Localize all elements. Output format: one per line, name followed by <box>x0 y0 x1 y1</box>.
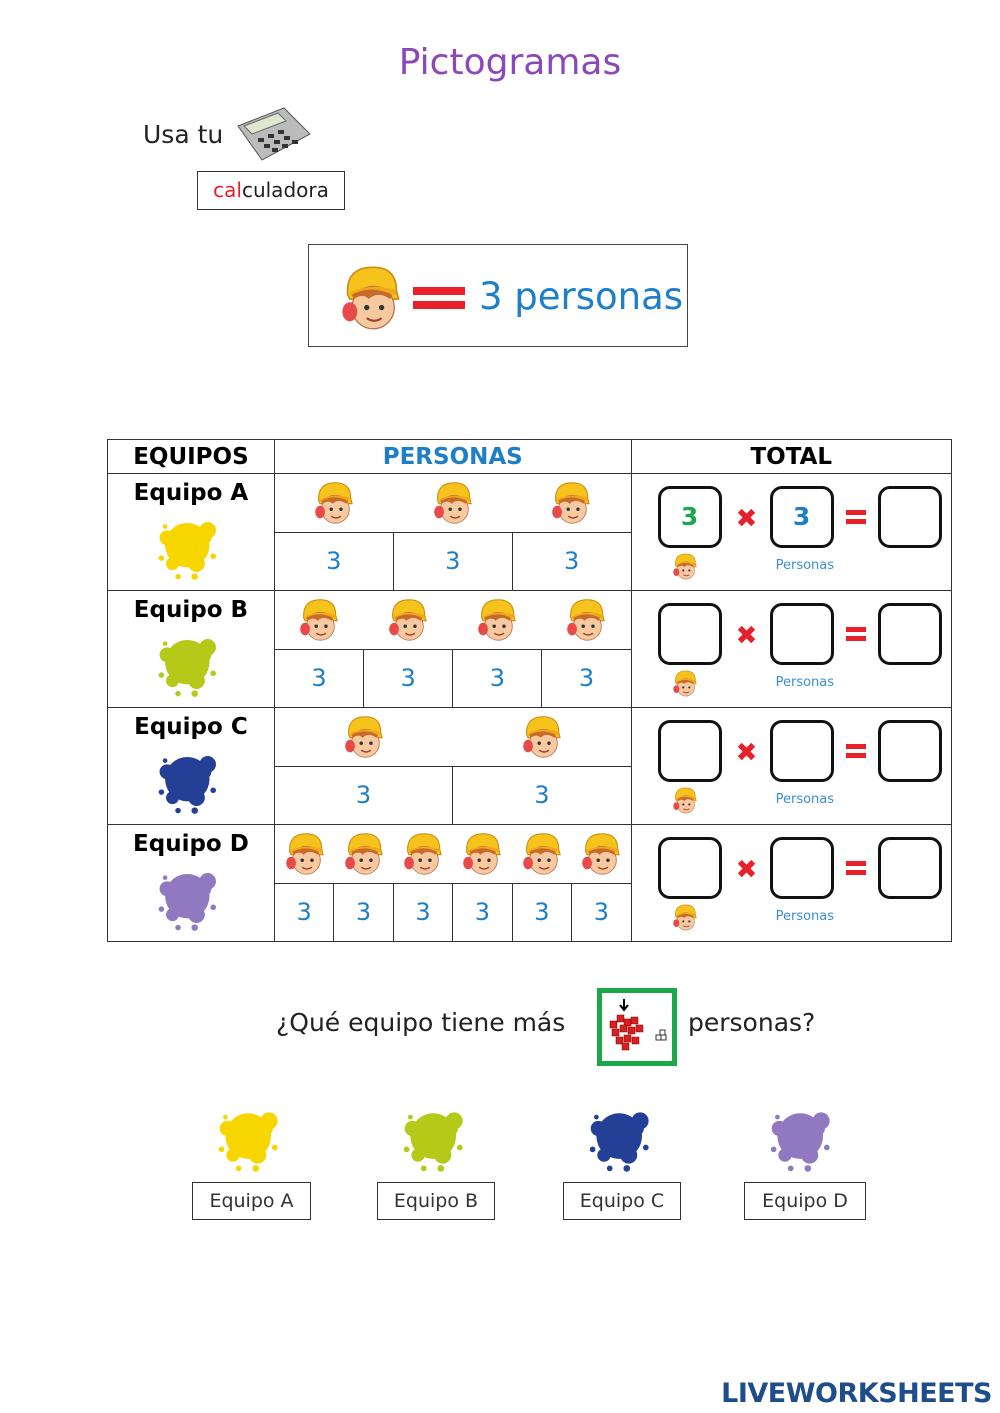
per-face-input[interactable] <box>770 837 834 899</box>
table-row <box>108 474 952 591</box>
pictogram-table <box>107 439 952 942</box>
per-face-input[interactable] <box>770 720 834 782</box>
calc-rest: culadora <box>241 178 329 202</box>
team-cell <box>108 825 275 942</box>
multiply-icon: ✖ <box>735 738 758 768</box>
total-cell <box>631 591 951 708</box>
boy-face-icon <box>672 903 698 932</box>
boy-face-icon <box>432 480 474 526</box>
total-cell <box>631 708 951 825</box>
team-name: Equipo B <box>133 597 249 623</box>
team-name: Equipo C <box>134 714 248 740</box>
equals-icon <box>846 744 866 749</box>
face-value: 3 <box>512 533 631 590</box>
boy-face-icon <box>672 669 698 698</box>
calculator-word-box <box>197 171 345 210</box>
multiply-icon: ✖ <box>735 504 758 534</box>
personas-cell <box>274 591 631 708</box>
face-value: 3 <box>326 547 342 575</box>
faces-count-input[interactable] <box>658 720 722 782</box>
boy-face-icon <box>284 831 326 877</box>
more-symbol-icon <box>597 988 677 1066</box>
boy-face-icon <box>343 714 385 760</box>
calc-red-syllable: cal <box>213 178 242 202</box>
total-cell <box>631 825 951 942</box>
boy-face-icon <box>476 597 518 643</box>
boy-face-icon <box>521 714 563 760</box>
equals-icon <box>846 861 866 866</box>
face-value: 3 <box>355 781 372 809</box>
paint-splat-icon <box>583 1100 663 1176</box>
boy-face-icon <box>550 480 592 526</box>
face-value: 3 <box>452 884 511 941</box>
face-value: 3 <box>333 884 392 941</box>
total-input[interactable] <box>878 486 942 548</box>
table-row <box>108 708 952 825</box>
table-row <box>108 825 952 942</box>
personas-label: Personas <box>775 792 835 807</box>
boy-face-icon <box>565 597 607 643</box>
team-cell <box>108 708 275 825</box>
boy-face-icon <box>387 597 429 643</box>
boy-face-icon <box>580 831 622 877</box>
faces-count-input[interactable] <box>658 837 722 899</box>
boy-face-icon <box>672 786 698 815</box>
answer-option[interactable]: Equipo A <box>192 1182 311 1220</box>
paint-splat-icon <box>154 861 228 935</box>
boy-face-icon <box>521 831 563 877</box>
total-input[interactable] <box>878 603 942 665</box>
boy-face-icon <box>343 831 385 877</box>
face-value: 3 <box>452 650 541 707</box>
header-personas: PERSONAS <box>274 440 631 474</box>
team-cell <box>108 591 275 708</box>
team-name: Equipo D <box>133 831 249 857</box>
page-title: Pictogramas <box>398 42 622 83</box>
equals-icon <box>846 627 866 632</box>
calculator-icon <box>234 104 312 164</box>
personas-cell <box>274 474 631 591</box>
face-value: 3 <box>296 898 312 926</box>
question-text: ¿Qué equipo tiene más <box>276 1008 566 1037</box>
boy-face-icon <box>672 552 698 581</box>
liveworksheets-logo: LIVEWORKSHEETS <box>721 1378 992 1409</box>
paint-splat-icon <box>154 744 228 818</box>
answer-option[interactable]: Equipo D <box>744 1182 866 1220</box>
team-cell <box>108 474 275 591</box>
face-value: 3 <box>393 533 512 590</box>
total-input[interactable] <box>878 720 942 782</box>
paint-splat-icon <box>212 1100 292 1176</box>
multiply-icon: ✖ <box>735 855 758 885</box>
boy-face-icon <box>313 480 355 526</box>
face-value: 3 <box>452 767 630 824</box>
multiply-icon: ✖ <box>735 621 758 651</box>
face-value: 3 <box>363 650 452 707</box>
personas-cell <box>274 708 631 825</box>
face-value: 3 <box>512 884 571 941</box>
face-value: 3 <box>393 884 452 941</box>
personas-label: Personas <box>775 675 835 690</box>
face-value: 3 <box>541 650 630 707</box>
boy-face-icon <box>402 831 444 877</box>
key-value: 3 personas <box>479 275 684 318</box>
header-total: TOTAL <box>631 440 951 474</box>
personas-label: Personas <box>775 909 835 924</box>
boy-face-icon <box>461 831 503 877</box>
face-value: 3 <box>571 884 630 941</box>
pictogram-key <box>308 244 688 347</box>
team-name: Equipo A <box>133 480 249 506</box>
answer-option[interactable]: Equipo B <box>377 1182 495 1220</box>
per-face-input[interactable] <box>770 603 834 665</box>
use-your-label: Usa tu <box>143 120 224 149</box>
header-equipos: EQUIPOS <box>108 440 275 474</box>
paint-splat-icon <box>764 1100 844 1176</box>
face-value: 3 <box>311 664 327 692</box>
equals-icon <box>413 287 465 295</box>
total-input[interactable] <box>878 837 942 899</box>
total-cell <box>631 474 951 591</box>
boy-face-icon <box>339 263 403 333</box>
per-face-input[interactable]: 3 <box>770 486 834 548</box>
question-text-end: personas? <box>688 1008 816 1037</box>
faces-count-input[interactable]: 3 <box>658 486 722 548</box>
personas-cell <box>274 825 631 942</box>
personas-label: Personas <box>775 558 835 573</box>
table-row <box>108 591 952 708</box>
boy-face-icon <box>298 597 340 643</box>
answer-option[interactable]: Equipo C <box>563 1182 681 1220</box>
paint-splat-icon <box>154 627 228 701</box>
faces-count-input[interactable] <box>658 603 722 665</box>
paint-splat-icon <box>154 510 228 584</box>
paint-splat-icon <box>397 1100 477 1176</box>
equals-icon <box>846 510 866 515</box>
